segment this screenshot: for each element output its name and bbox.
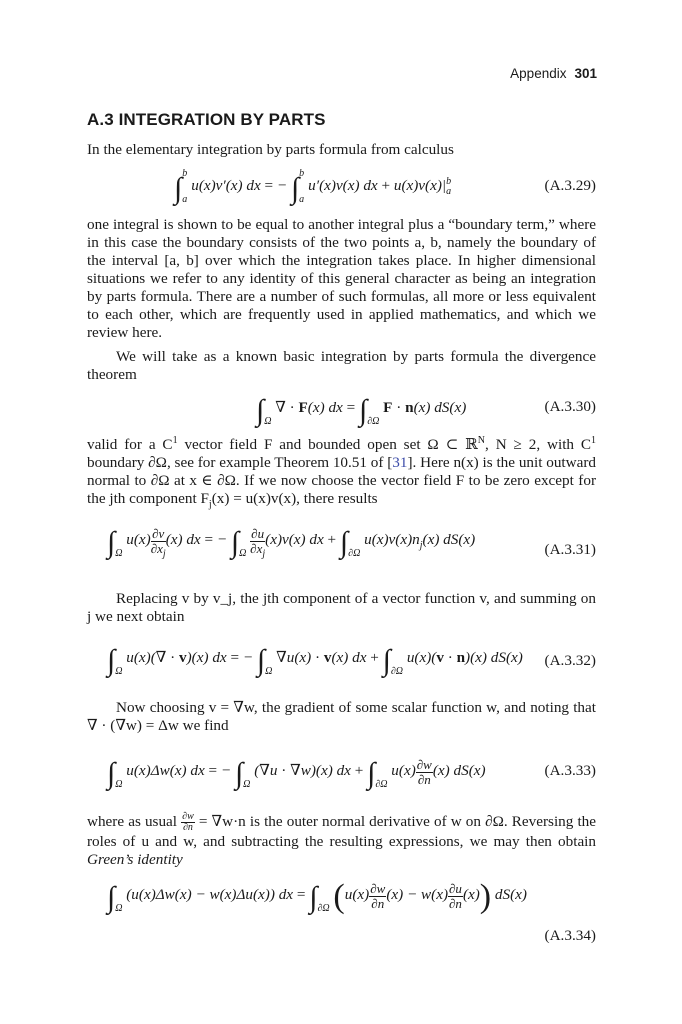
- citation-link[interactable]: 31: [392, 454, 408, 471]
- paragraph-replacing: Replacing v by v_j, the jth component of a vector function v, and summing on j we next obtain: [87, 590, 596, 625]
- paragraph-now-choosing: Now choosing v = ∇w, the gradient of some scalar function w, and noting that ∇ · (∇w) = Δw we find: [87, 699, 596, 734]
- equation-a-3-33: [87, 758, 596, 802]
- equation-a-3-34: [87, 878, 596, 952]
- page-number: 301: [574, 66, 597, 81]
- running-head: [510, 66, 597, 81]
- equation-a-3-29: [87, 168, 596, 208]
- paragraph-valid-for: valid for a $C^1$ vector field F and bounded open set Ω ⊂ ℝ$^N$, N ≥ 2, with $C^1$ boundary ∂Ω, see for example Theorem 10.51 of [31]. Here n(x) is the unit outward normal to ∂Ω at x ∈ ∂Ω. If we now choose the vector field F to be zero except for the jth component $F_j(x) = u(x)v(x)$, there results: [87, 434, 597, 511]
- paragraph-boundary-term: one integral is shown to be equal to another integral plus a “boundary term,” where in this case the boundary consists of the two points a, b, namely the boundary of the interval [a, b] over which the integration takes place. In higher dimensional situations we refer to any identity of this general character as being an integration by parts formula. There are a number of such formulas, all more or less equivalent to each other, which are frequently used in applied mathematics, and which we review here.: [87, 216, 596, 341]
- equation-a-3-30: [87, 394, 596, 438]
- equation-number: (A.3.29): [544, 177, 596, 194]
- equation-number: (A.3.33): [544, 762, 596, 779]
- paragraph-where-as-usual: where as usual $\frac{\partial w}{\partial n}$ = ∇w·n is the outer normal derivative of w on ∂Ω. Reversing the roles of u and w, and subtracting the resulting expressions, we may then obtain Green’s identity: [87, 811, 597, 868]
- equation-a-3-32: [87, 644, 596, 692]
- equation-number: (A.3.31): [544, 541, 596, 558]
- equation-number: (A.3.30): [544, 398, 596, 415]
- equation-number: (A.3.32): [544, 652, 596, 669]
- equation-body: $\int_\Omega$ u(x)Δw(x) dx = − $\int_\Omega$ (∇u · ∇w)(x) dx + $\int_{\partial\Omega}$ u(x) $\frac{\partial w}{\partial n}$ (x) dS(x): [107, 757, 486, 790]
- equation-a-3-31: [87, 527, 596, 571]
- equation-body: $\int_a^bu(x)v'(x)$ dx = − $\int_a^bu'(x)v(x)$ dx + $u(x)v(x)|_a^b$: [174, 168, 452, 205]
- greens-identity-term: Green’s identity: [87, 851, 183, 868]
- equation-body: $\int_\Omega$ ∇ · F(x) dx = $\int_{\partial\Omega}$ F · n(x) dS(x): [256, 394, 467, 427]
- paragraph-intro: In the elementary integration by parts formula from calculus: [87, 141, 454, 158]
- equation-body: $\int_\Omega$ u(x) $\frac{\partial v}{\partial x_j}$ (x) dx = − $\int_\Omega$ $\frac{\partial u}{\partial x_j}$ (x)v(x) dx + $\int_{\partial\Omega}$ $u(x)v(x)n_j(x)$ dS(x): [107, 526, 476, 560]
- running-head-section: Appendix: [510, 66, 567, 81]
- paragraph-divergence: We will take as a known basic integration by parts formula the divergence theorem: [87, 348, 596, 383]
- equation-number: (A.3.34): [544, 927, 596, 944]
- section-title: A.3 INTEGRATION BY PARTS: [87, 110, 326, 129]
- equation-body: $\int_\Omega$ (u(x)Δw(x) − w(x)Δu(x)) dx = $\int_{\partial\Omega}$ (u(x) $\frac{\partial w}{\partial n}$ (x) − w(x) $\frac{\partial u}{\partial n}$ (x)) dS(x): [107, 878, 527, 915]
- equation-body: $\int_\Omega$ u(x)(∇ · v)(x) dx = − $\int_\Omega$ ∇u(x) · v(x) dx + $\int_{\partial\Omega}$ u(x)(v · n)(x) dS(x): [107, 644, 523, 677]
